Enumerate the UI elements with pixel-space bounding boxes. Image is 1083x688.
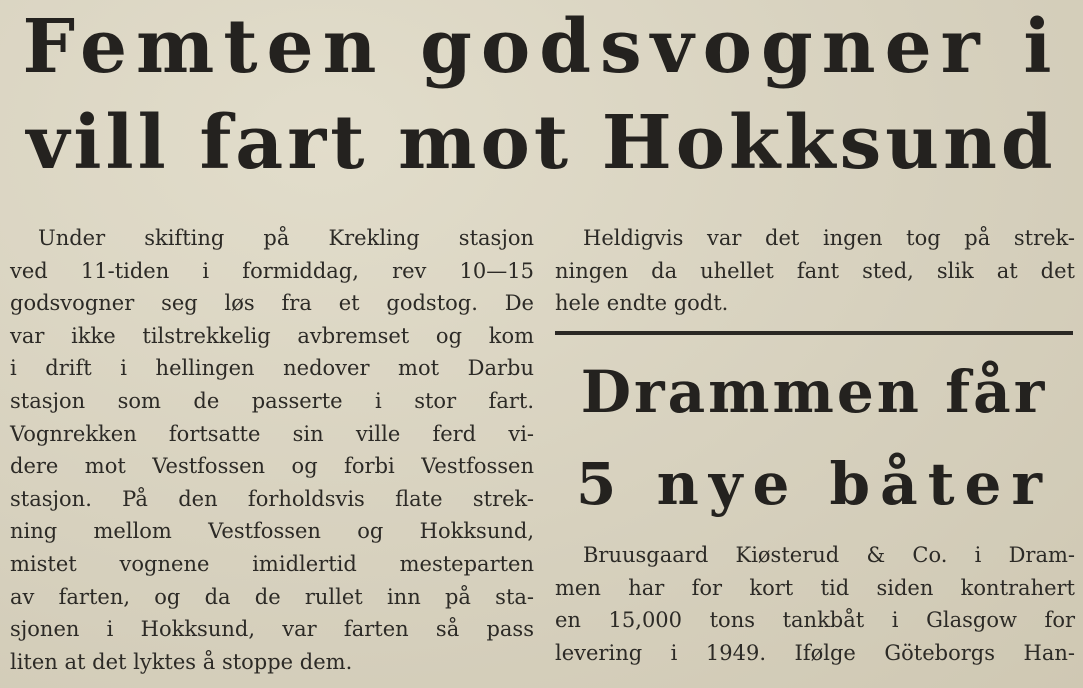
- article-1-line: ved 11-tiden i formiddag, rev 10—15: [10, 258, 534, 283]
- article-1-continuation-line: ningen da uhellet fant sted, slik at det: [555, 258, 1075, 283]
- article-2-headline-line-1: Drammen får: [580, 358, 1048, 426]
- article-1-line: stasjon. På den forholdsvis flate strek-: [10, 486, 534, 511]
- headline-line-1: Femten godsvogner i: [22, 4, 1061, 90]
- article-1-continuation: [555, 222, 1075, 320]
- article-2-body: [555, 539, 1075, 669]
- article-2-line: en 15,000 tons tankbåt i Glasgow for: [555, 608, 1075, 633]
- article-1-line: mistet vognene imidlertid mesteparten: [10, 551, 534, 576]
- article-1-line: godsvogner seg løs fra et godstog. De: [10, 291, 534, 316]
- article-2-line: Bruusgaard Kiøsterud & Co. i Dram-: [583, 543, 1075, 567]
- article-1-line: ning mellom Vestfossen og Hokksund,: [10, 519, 534, 544]
- article-1-line: Vognrekken fortsatte sin ville ferd vi-: [10, 421, 534, 446]
- headline-line-2: vill fart mot Hokksund: [26, 100, 1057, 186]
- article-1-body: [10, 222, 534, 678]
- article-2-line: levering i 1949. Ifølge Göteborgs Han-: [555, 640, 1075, 665]
- article-1-line: var ikke tilstrekkelig avbremset og kom: [10, 323, 534, 348]
- article-2-line: men har for kort tid siden kontrahert: [555, 575, 1075, 600]
- article-1-line: stasjon som de passerte i stor fart.: [10, 388, 534, 413]
- article-1-line: Under skifting på Krekling stasjon: [38, 226, 534, 250]
- article-1-line: dere mot Vestfossen og forbi Vestfossen: [10, 454, 534, 479]
- column-divider-rule: [555, 331, 1073, 335]
- article-1-continuation-line: Heldigvis var det ingen tog på strek-: [583, 226, 1075, 250]
- article-1-line: i drift i hellingen nedover mot Darbu: [10, 356, 534, 381]
- article-1-line: liten at det lyktes å stoppe dem.: [10, 649, 353, 674]
- article-1-continuation-line: hele endte godt.: [555, 291, 729, 316]
- article-2-headline-line-2: 5 nye båter: [576, 450, 1052, 518]
- article-1-line: av farten, og da de rullet inn på sta-: [10, 584, 534, 609]
- article-1-line: sjonen i Hokksund, var farten så pass: [10, 617, 534, 642]
